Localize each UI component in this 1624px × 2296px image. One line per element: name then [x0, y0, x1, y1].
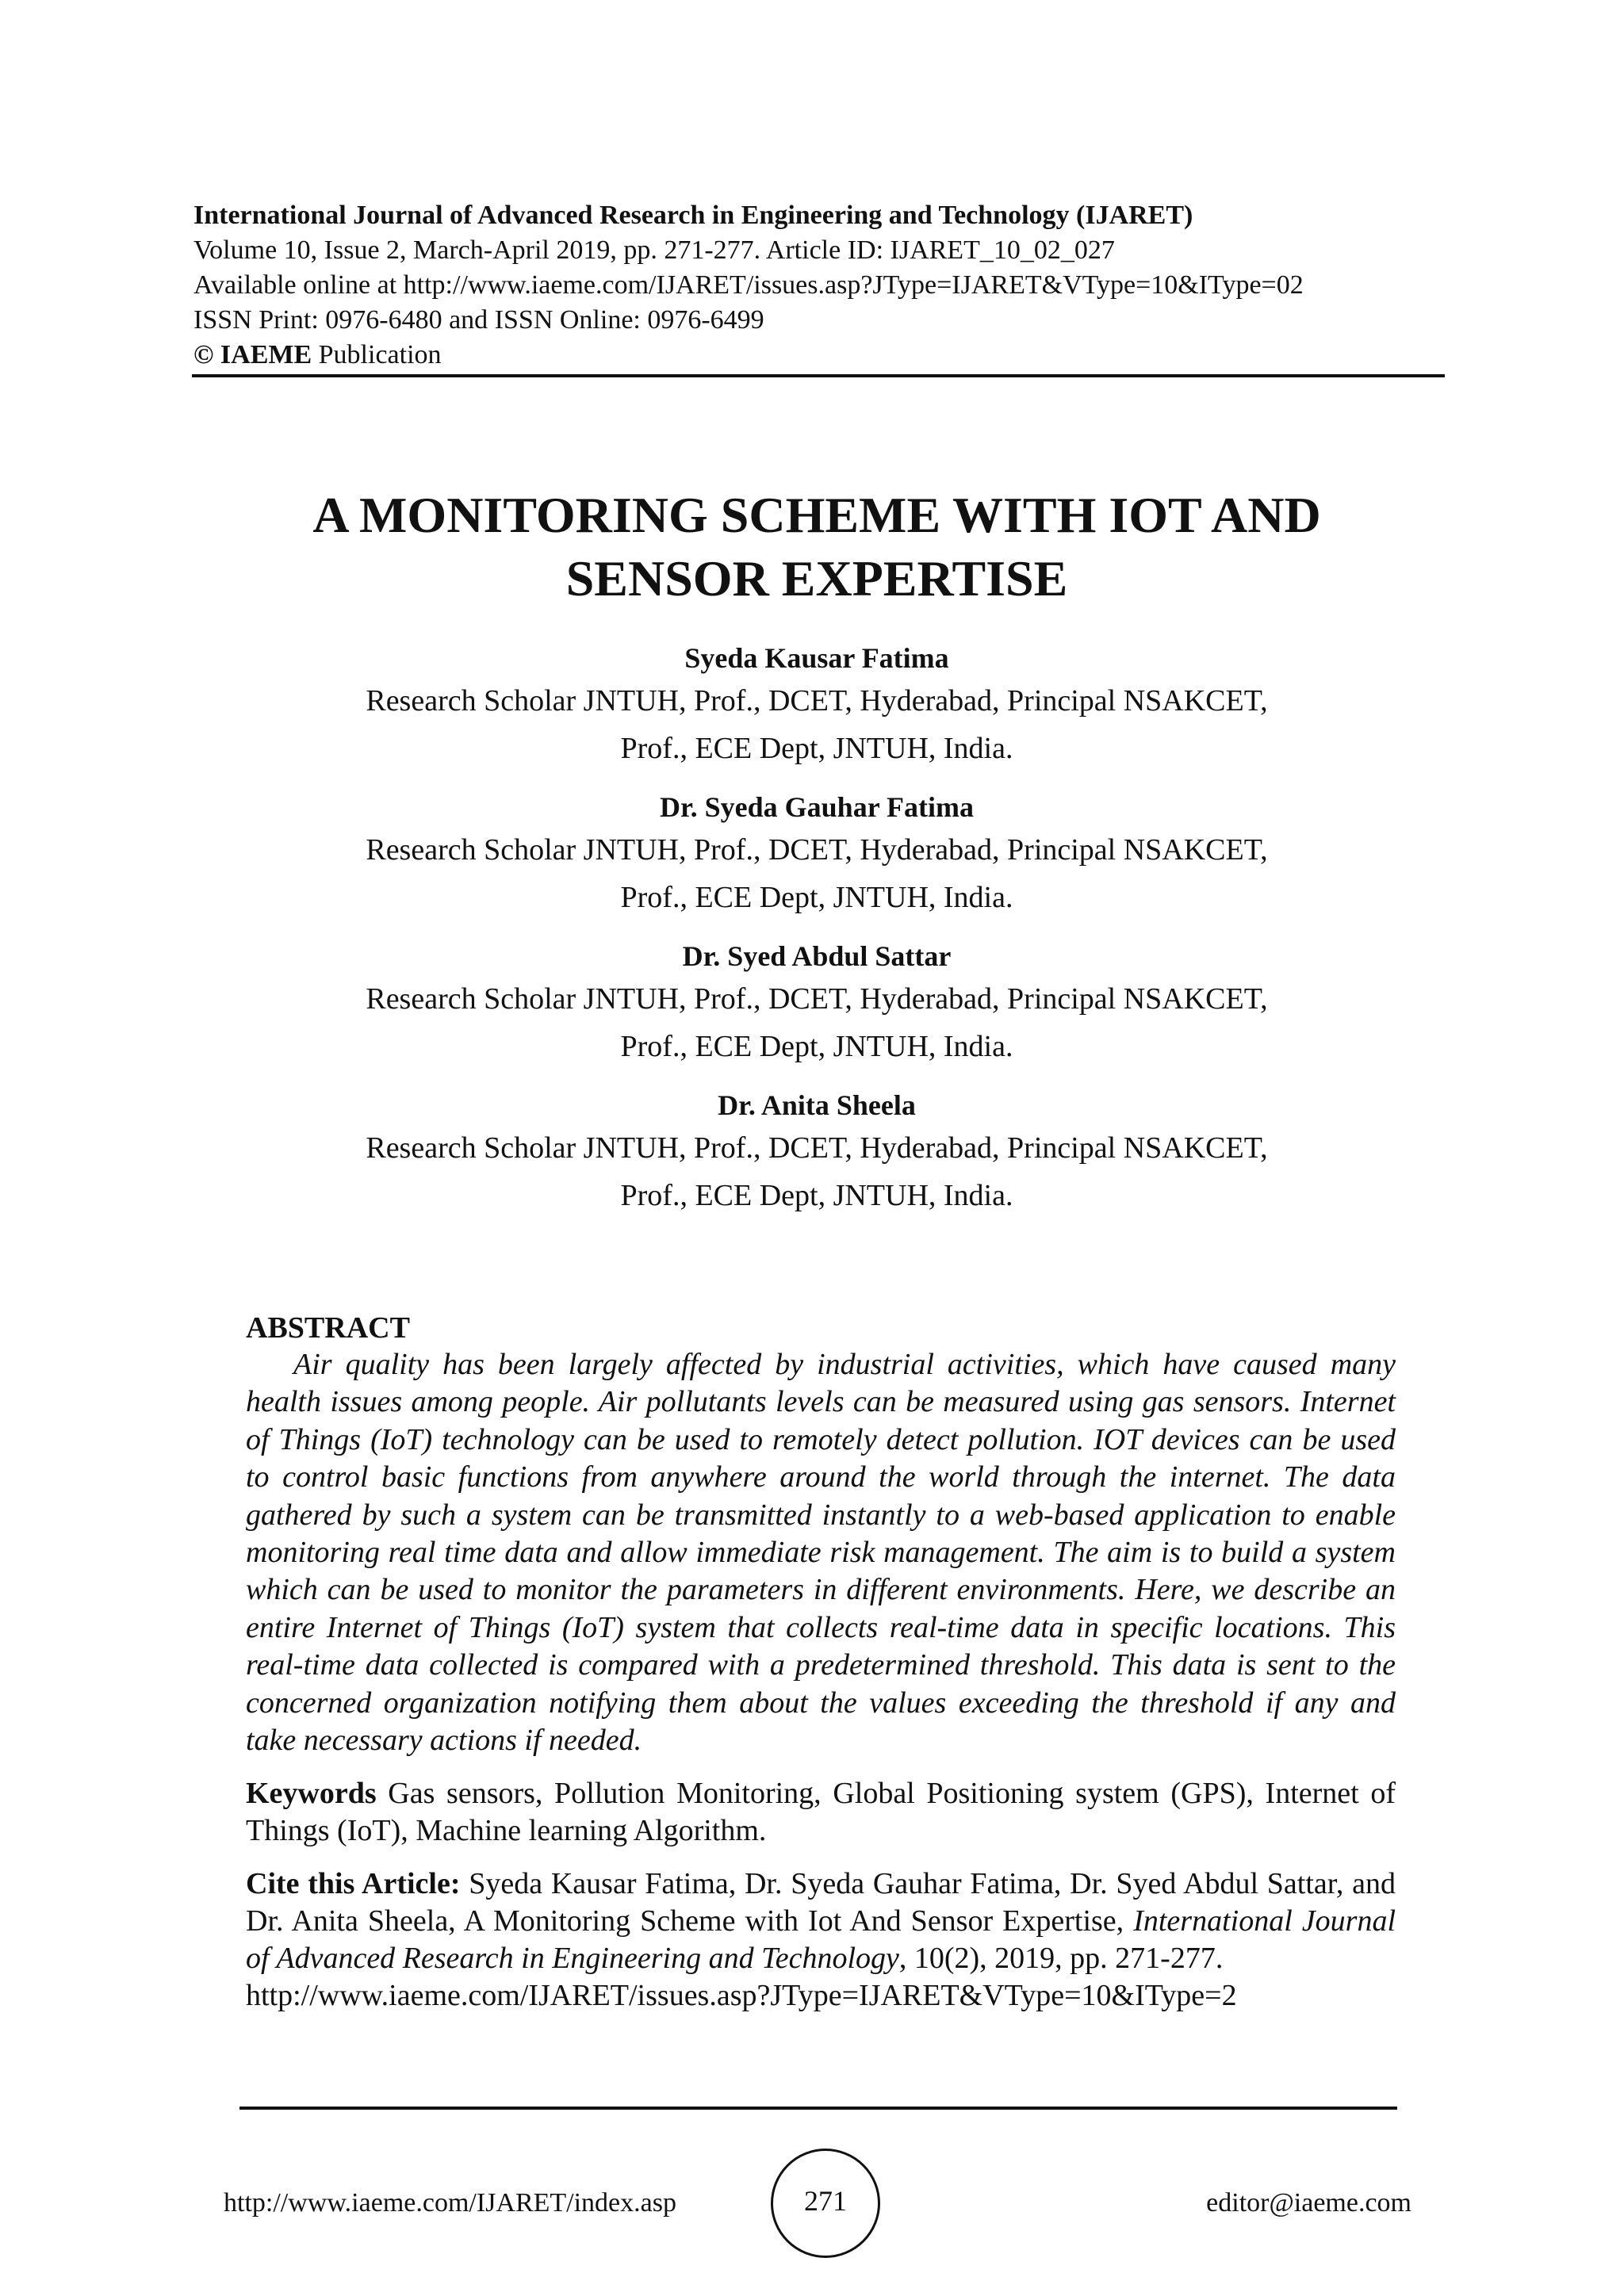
- page-number: 271: [804, 2185, 847, 2217]
- author-name: Dr. Anita Sheela: [718, 1089, 916, 1121]
- author-list: [159, 639, 1475, 1235]
- citation-label: Cite this Article:: [246, 1867, 461, 1901]
- abstract-section: [246, 1310, 1396, 2015]
- citation-text: Syeda Kausar Fatima, Dr. Syeda Gauhar Fatima, Dr. Syed Abdul Sattar, and Dr. Anita Sheela, A Monitoring Scheme with Iot And Sensor Expertise,: [246, 1867, 1396, 1938]
- citation-url[interactable]: http://www.iaeme.com/IJARET/issues.asp?JType=IJARET&VType=10&IType=2: [246, 1979, 1237, 2013]
- keywords: [246, 1775, 1396, 1850]
- author-name: Syeda Kausar Fatima: [684, 642, 949, 674]
- journal-header: [193, 198, 1443, 373]
- author-entry: [159, 639, 1475, 772]
- author-affiliation: Research Scholar JNTUH, Prof., DCET, Hyderabad, Principal NSAKCET,: [366, 833, 1268, 867]
- volume-line: Volume 10, Issue 2, March-April 2019, pp. 271-277. Article ID: IJARET_10_02_027: [193, 235, 1115, 265]
- publisher-line: [193, 338, 1443, 373]
- keywords-label: Keywords: [246, 1777, 377, 1811]
- author-entry: [159, 1086, 1475, 1219]
- author-affiliation: Prof., ECE Dept, JNTUH, India.: [620, 881, 1013, 914]
- abstract-heading: ABSTRACT: [246, 1311, 410, 1345]
- abstract-text: Air quality has been largely affected by industrial activities, which have caused many health issues among people. Air pollutants levels can be measured using gas sensors. Internet of Things (IoT) technology can be used to remotely detect pollution. IOT devices can be used to control basic functions from anywhere around the world through the internet. The data gathered by such a system can be transmitted instantly to a web-based application to enable monitoring real time data and allow immediate risk management. The aim is to build a system which can be used to monitor the parameters in different environments. Here, we describe an entire Internet of Things (IoT) system that collects real-time data in specific locations. This real-time data collected is compared with a predetermined threshold. This data is sent to the concerned organization notifying them about the values exceeding the threshold if any and take necessary actions if needed.: [246, 1348, 1396, 1758]
- author-affiliation: Research Scholar JNTUH, Prof., DCET, Hyderabad, Principal NSAKCET,: [366, 1131, 1268, 1165]
- footer-divider: [239, 2107, 1397, 2110]
- publisher-name: IAEME: [220, 340, 312, 369]
- issn-line: ISSN Print: 0976-6480 and ISSN Online: 0976-6499: [193, 305, 764, 335]
- author-affiliation: Prof., ECE Dept, JNTUH, India.: [620, 732, 1013, 765]
- citation: [246, 1866, 1396, 2015]
- citation-details: , 10(2), 2019, pp. 271-277.: [898, 1942, 1224, 1976]
- footer-email[interactable]: editor@iaeme.com: [1206, 2188, 1411, 2218]
- author-name: Dr. Syed Abdul Sattar: [682, 940, 952, 972]
- paper-title-line-2: SENSOR EXPERTISE: [565, 550, 1068, 607]
- online-availability-line: Available online at http://www.iaeme.com/IJARET/issues.asp?JType=IJARET&VType=10&IType=02: [193, 270, 1304, 300]
- author-affiliation: Research Scholar JNTUH, Prof., DCET, Hyderabad, Principal NSAKCET,: [366, 982, 1268, 1016]
- footer-url[interactable]: http://www.iaeme.com/IJARET/index.asp: [224, 2188, 676, 2218]
- citation-journal: International Journal of Advanced Research in Engineering and Technology: [246, 1904, 1396, 1976]
- author-affiliation: Research Scholar JNTUH, Prof., DCET, Hyderabad, Principal NSAKCET,: [366, 684, 1268, 718]
- journal-title: International Journal of Advanced Research in Engineering and Technology (IJARET): [193, 201, 1193, 230]
- author-entry: [159, 788, 1475, 921]
- paper-title-line-1: A MONITORING SCHEME WITH IOT AND: [312, 487, 1321, 543]
- keywords-text: Gas sensors, Pollution Monitoring, Global Positioning system (GPS), Internet of Things (IoT), Machine learning Algorithm.: [246, 1777, 1396, 1848]
- author-affiliation: Prof., ECE Dept, JNTUH, India.: [620, 1030, 1013, 1063]
- copyright-symbol: ©: [193, 340, 214, 369]
- paper-title: [159, 484, 1475, 610]
- header-divider: [192, 374, 1445, 377]
- author-name: Dr. Syeda Gauhar Fatima: [659, 791, 975, 823]
- publisher-suffix: Publication: [318, 340, 442, 369]
- author-affiliation: Prof., ECE Dept, JNTUH, India.: [620, 1179, 1013, 1212]
- author-entry: [159, 937, 1475, 1070]
